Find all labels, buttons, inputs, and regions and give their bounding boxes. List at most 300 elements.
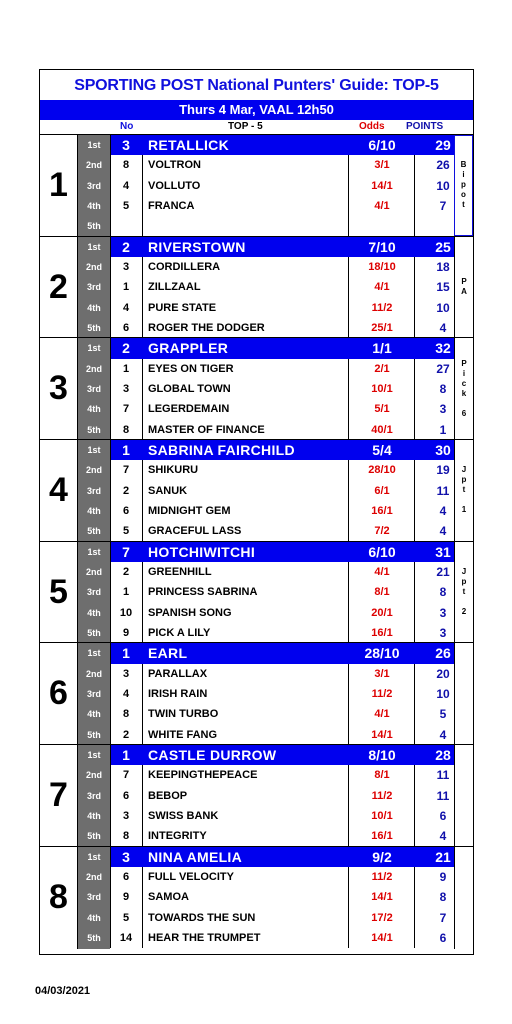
bet-type-letter: t: [462, 587, 466, 597]
column-divider: [110, 237, 111, 257]
runner-number: 14: [119, 932, 133, 944]
horse-name: FRANCA: [148, 199, 195, 212]
points-value: 8: [439, 890, 447, 905]
runner-number: 7: [122, 403, 130, 416]
column-divider: [414, 257, 415, 277]
column-divider: [142, 765, 143, 785]
column-divider: [110, 847, 111, 867]
column-divider: [414, 826, 415, 846]
selection-row: [78, 623, 454, 643]
race-number: 4: [40, 440, 78, 541]
bet-type-letter: P: [461, 277, 467, 287]
odds-value: 11/2: [371, 301, 393, 314]
column-divider: [142, 887, 143, 907]
odds-value: 8/10: [368, 747, 396, 764]
column-divider: [414, 806, 415, 826]
column-divider: [414, 867, 415, 887]
runner-number: 8: [122, 423, 130, 436]
position-label: 2nd: [85, 160, 102, 171]
position-label: 3rd: [86, 689, 101, 700]
odds-value: 16/1: [371, 504, 393, 517]
points-value: 11: [436, 483, 450, 498]
position-label: 1st: [78, 237, 110, 257]
column-divider: [110, 623, 111, 643]
odds-value: 2/1: [374, 362, 390, 375]
column-divider: [142, 704, 143, 724]
selection-row: [78, 867, 454, 887]
column-divider: [142, 603, 143, 623]
horse-name: VOLLUTO: [148, 179, 201, 192]
points-value: 11: [436, 788, 450, 803]
column-divider: [110, 460, 111, 480]
column-divider: [348, 501, 349, 521]
column-divider: [414, 928, 415, 948]
column-divider: [110, 867, 111, 887]
column-divider: [110, 420, 111, 440]
column-divider: [414, 176, 415, 196]
bet-type-label: [454, 135, 473, 236]
odds-value: 16/1: [371, 626, 393, 639]
position-label: 1st: [78, 135, 110, 155]
column-divider: [110, 216, 111, 236]
bet-type-letter: J: [461, 567, 467, 577]
odds-value: 28/10: [364, 645, 400, 662]
selection-row: [78, 704, 454, 724]
position-label: 1st: [78, 440, 110, 460]
position-label: 3rd: [86, 180, 101, 191]
runner-number: 8: [122, 708, 130, 721]
column-divider: [110, 562, 111, 582]
points-value: 15: [436, 280, 450, 295]
odds-value: 4/1: [374, 281, 390, 294]
runner-number: 5: [122, 911, 130, 924]
position-label: 5th: [87, 424, 101, 435]
odds-value: 8/1: [374, 769, 390, 782]
bet-type-letter: i: [462, 170, 465, 180]
points-value: 8: [439, 381, 447, 396]
bet-type-label: [454, 542, 473, 643]
position-label: 5th: [87, 526, 101, 537]
position-label: 2nd: [85, 872, 102, 883]
position-label: 5th: [87, 933, 101, 943]
column-divider: [414, 725, 415, 745]
selection-row: [78, 399, 454, 419]
column-divider: [110, 277, 111, 297]
bet-type-letter: 1: [461, 505, 467, 515]
points-value: 6: [439, 931, 447, 945]
column-divider: [414, 908, 415, 928]
runner-number: 5: [122, 525, 130, 538]
odds-value: 14/1: [371, 179, 393, 192]
runner-number: 3: [122, 382, 130, 395]
points-value: 19: [436, 463, 450, 478]
points-value: 4: [439, 320, 447, 335]
runner-number: 7: [122, 464, 130, 477]
position-label: 3rd: [86, 282, 101, 293]
runner-number: 4: [122, 179, 130, 192]
race-number: 2: [40, 237, 78, 338]
column-divider: [414, 379, 415, 399]
selection-row: [78, 684, 454, 704]
position-label: 4th: [87, 811, 101, 822]
bet-type-label: [454, 338, 473, 439]
selection-row: [78, 603, 454, 623]
no-column-header: No: [120, 121, 134, 132]
column-divider: [110, 786, 111, 806]
column-divider: [348, 196, 349, 216]
column-divider: [110, 501, 111, 521]
horse-name: SHIKURU: [148, 464, 199, 477]
selection-row: [78, 155, 454, 175]
bet-type-letter: A: [461, 287, 467, 297]
points-value: 18: [436, 259, 450, 274]
selection-row: [78, 216, 454, 236]
odds-value: 3/1: [374, 159, 390, 172]
position-label: 5th: [87, 627, 101, 638]
column-divider: [110, 399, 111, 419]
selection-row-top: [78, 745, 454, 765]
column-divider: [110, 745, 111, 765]
column-divider: [142, 562, 143, 582]
horse-name: SAMOA: [148, 891, 189, 904]
column-divider: [142, 623, 143, 643]
race-block: [40, 847, 473, 949]
column-divider: [110, 704, 111, 724]
runner-number: 1: [122, 586, 130, 599]
column-divider: [142, 216, 143, 236]
column-divider: [414, 786, 415, 806]
position-label: 4th: [87, 200, 101, 211]
odds-value: 9/2: [372, 848, 392, 865]
race-number: 3: [40, 338, 78, 439]
bet-type-letter: B: [460, 160, 467, 170]
runner-number: 2: [122, 484, 130, 497]
bet-type-label: [454, 440, 473, 541]
page-title: SPORTING POST National Punters' Guide: TOP-5: [74, 77, 439, 94]
column-divider: [348, 277, 349, 297]
column-divider: [348, 318, 349, 338]
position-label: 2nd: [85, 567, 102, 578]
column-divider: [142, 399, 143, 419]
bet-type-label: [454, 847, 473, 949]
column-divider: [414, 684, 415, 704]
runner-number: 3: [122, 848, 130, 865]
position-label: 2nd: [85, 770, 102, 781]
horse-name: FULL VELOCITY: [148, 871, 234, 884]
bet-type-letter: 6: [461, 408, 467, 418]
position-label: 1st: [78, 338, 110, 358]
odds-value: 1/1: [372, 340, 392, 357]
horse-name: PARALLAX: [148, 667, 208, 680]
horse-name: EYES ON TIGER: [148, 362, 234, 375]
odds-value: 3/1: [374, 667, 390, 680]
selection-row-top: [78, 440, 454, 460]
race-number: 5: [40, 542, 78, 643]
column-divider: [110, 664, 111, 684]
position-label: 4th: [87, 302, 101, 313]
column-divider: [414, 623, 415, 643]
horse-name: SWISS BANK: [148, 810, 219, 823]
horse-name: MIDNIGHT GEM: [148, 504, 231, 517]
odds-value: 6/10: [368, 137, 396, 153]
horse-name: CASTLE DURROW: [148, 747, 277, 764]
column-divider: [142, 155, 143, 175]
column-divider: [348, 664, 349, 684]
horse-name: SANUK: [148, 484, 188, 497]
horse-name: CORDILLERA: [148, 260, 221, 273]
points-value: 3: [439, 625, 447, 640]
bet-type-letter: J: [461, 465, 467, 475]
column-divider: [142, 908, 143, 928]
runner-number: 2: [122, 566, 130, 579]
column-divider: [414, 155, 415, 175]
horse-name: ROGER THE DODGER: [148, 321, 265, 334]
horse-name: HOTCHIWITCHI: [148, 543, 256, 560]
selection-row: [78, 318, 454, 338]
points-value: 32: [435, 340, 451, 357]
column-divider: [348, 704, 349, 724]
runner-number: 3: [122, 667, 130, 680]
selection-row: [78, 562, 454, 582]
column-divider: [414, 420, 415, 440]
punters-guide-sheet: [39, 69, 474, 955]
selection-row-top: [78, 643, 454, 663]
bet-type-letter: t: [462, 200, 465, 210]
bet-type-label: [454, 643, 473, 744]
position-label: 2nd: [85, 668, 102, 679]
points-value: 7: [439, 910, 447, 925]
column-divider: [110, 440, 111, 460]
points-value: 10: [436, 300, 450, 315]
column-divider: [348, 257, 349, 277]
horse-name: GRACEFUL LASS: [148, 525, 242, 538]
column-divider: [348, 176, 349, 196]
column-divider: [110, 684, 111, 704]
column-divider: [110, 135, 111, 155]
column-divider: [142, 176, 143, 196]
odds-value: 5/4: [372, 442, 392, 459]
race-number: 8: [40, 847, 78, 949]
horse-name: INTEGRITY: [148, 830, 207, 843]
odds-value: 14/1: [371, 932, 393, 944]
footer-date: 04/03/2021: [35, 985, 91, 997]
column-divider: [142, 298, 143, 318]
selection-row: [78, 765, 454, 785]
column-divider: [142, 420, 143, 440]
horse-name: GREENHILL: [148, 566, 212, 579]
selection-row: [78, 257, 454, 277]
column-divider: [110, 176, 111, 196]
selection-row-top: [78, 237, 454, 257]
runner-number: 3: [122, 810, 130, 823]
column-divider: [110, 155, 111, 175]
column-divider: [142, 460, 143, 480]
horse-name: SABRINA FAIRCHILD: [148, 442, 295, 459]
points-value: 21: [435, 848, 451, 865]
bet-type-letter: p: [461, 475, 467, 485]
column-divider: [414, 562, 415, 582]
column-divider: [142, 521, 143, 541]
column-divider: [348, 806, 349, 826]
column-divider: [414, 501, 415, 521]
column-divider: [348, 582, 349, 602]
position-label: 5th: [87, 221, 101, 232]
column-divider: [110, 379, 111, 399]
runner-number: 1: [122, 281, 130, 294]
horse-name: GLOBAL TOWN: [148, 382, 231, 395]
horse-name: KEEPINGTHEPEACE: [148, 769, 258, 782]
horse-name: ZILLZAAL: [148, 281, 201, 294]
selection-row: [78, 176, 454, 196]
odds-value: 7/2: [374, 525, 390, 538]
points-value: 4: [439, 829, 447, 844]
position-label: 4th: [87, 607, 101, 618]
column-divider: [414, 196, 415, 216]
column-divider: [348, 908, 349, 928]
odds-value: 11/2: [371, 789, 393, 802]
odds-value: 11/2: [371, 871, 393, 884]
column-divider: [414, 216, 415, 236]
runner-number: 1: [122, 747, 130, 764]
position-label: 1st: [78, 643, 110, 663]
points-value: 6: [439, 809, 447, 824]
odds-value: 4/1: [374, 708, 390, 721]
position-label: 5th: [87, 729, 101, 740]
position-label: 2nd: [85, 261, 102, 272]
odds-value: 17/2: [371, 911, 393, 924]
bet-type-letter: p: [461, 180, 466, 190]
selection-row-top: [78, 135, 454, 155]
column-divider: [110, 725, 111, 745]
position-label: 3rd: [86, 485, 101, 496]
runner-number: 6: [122, 789, 130, 802]
points-value: 4: [439, 503, 447, 518]
bet-type-label: [454, 237, 473, 338]
runner-number: 5: [122, 199, 130, 212]
runner-number: 1: [122, 645, 130, 662]
column-divider: [110, 928, 111, 948]
odds-value: 10/1: [371, 810, 393, 823]
selection-row: [78, 664, 454, 684]
runner-number: 1: [122, 362, 130, 375]
race-block: [40, 745, 473, 847]
column-divider: [110, 542, 111, 562]
odds-value: 4/1: [374, 199, 390, 212]
bet-type-letter: p: [461, 577, 467, 587]
runner-number: 2: [122, 238, 130, 255]
odds-value: 8/1: [374, 586, 390, 599]
column-divider: [348, 521, 349, 541]
column-divider: [142, 318, 143, 338]
position-label: 1st: [78, 745, 110, 765]
column-divider: [348, 562, 349, 582]
column-divider: [110, 318, 111, 338]
points-value: 5: [439, 707, 447, 722]
odds-value: 25/1: [371, 321, 393, 334]
column-divider: [142, 725, 143, 745]
points-value: 21: [436, 565, 450, 580]
position-label: 4th: [87, 912, 101, 923]
column-divider: [348, 826, 349, 846]
horse-name: MASTER OF FINANCE: [148, 423, 265, 436]
horse-name: IRISH RAIN: [148, 688, 208, 701]
runner-number: 3: [122, 260, 130, 273]
column-divider: [142, 806, 143, 826]
runner-number: 7: [122, 543, 130, 560]
bet-type-letter: P: [461, 358, 467, 368]
runner-number: 9: [122, 626, 130, 639]
race-block: [40, 643, 473, 745]
horse-name: EARL: [148, 645, 188, 662]
column-divider: [110, 806, 111, 826]
selection-row: [78, 481, 454, 501]
selection-row: [78, 521, 454, 541]
race-number: 7: [40, 745, 78, 846]
bet-type-letter: k: [461, 388, 467, 398]
column-divider: [414, 664, 415, 684]
column-divider: [142, 867, 143, 887]
points-value: 29: [435, 137, 451, 153]
column-divider: [414, 521, 415, 541]
bet-type-letter: 2: [461, 607, 467, 617]
column-divider: [142, 481, 143, 501]
selection-row-top: [78, 338, 454, 358]
column-divider: [142, 257, 143, 277]
selection-row: [78, 420, 454, 440]
odds-value: 18/10: [368, 260, 396, 273]
runner-number: 10: [119, 606, 133, 619]
selection-row: [78, 928, 454, 948]
points-value: 11: [436, 768, 450, 783]
runner-number: 6: [122, 871, 130, 884]
horse-name: SPANISH SONG: [148, 606, 232, 619]
points-value: 4: [439, 727, 447, 742]
bet-type-letter: i: [462, 368, 466, 378]
odds-value: 6/1: [374, 484, 390, 497]
column-divider: [142, 196, 143, 216]
column-divider: [110, 481, 111, 501]
column-divider: [414, 704, 415, 724]
points-value: 8: [439, 585, 447, 600]
points-value: 10: [436, 178, 450, 193]
column-divider: [110, 643, 111, 663]
selection-row: [78, 786, 454, 806]
selection-row: [78, 725, 454, 745]
points-value: 27: [436, 361, 450, 376]
race-number: 6: [40, 643, 78, 744]
runner-number: 8: [122, 159, 130, 172]
points-value: 25: [435, 238, 451, 255]
selection-row: [78, 908, 454, 928]
position-label: 5th: [87, 322, 101, 333]
column-divider: [348, 725, 349, 745]
column-divider: [142, 928, 143, 948]
horse-name: NINA AMELIA: [148, 848, 243, 865]
position-label: 3rd: [86, 790, 101, 801]
horse-name: PRINCESS SABRINA: [148, 586, 258, 599]
horse-name: HEAR THE TRUMPET: [148, 932, 261, 944]
column-divider: [414, 582, 415, 602]
horse-name: TOWARDS THE SUN: [148, 911, 256, 924]
odds-value: 14/1: [371, 891, 393, 904]
selection-row: [78, 826, 454, 846]
column-divider: [348, 786, 349, 806]
column-divider: [142, 359, 143, 379]
horse-name: BEBOP: [148, 789, 188, 802]
selection-row-top: [78, 542, 454, 562]
points-value: 26: [436, 158, 450, 173]
position-label: 1st: [78, 542, 110, 562]
